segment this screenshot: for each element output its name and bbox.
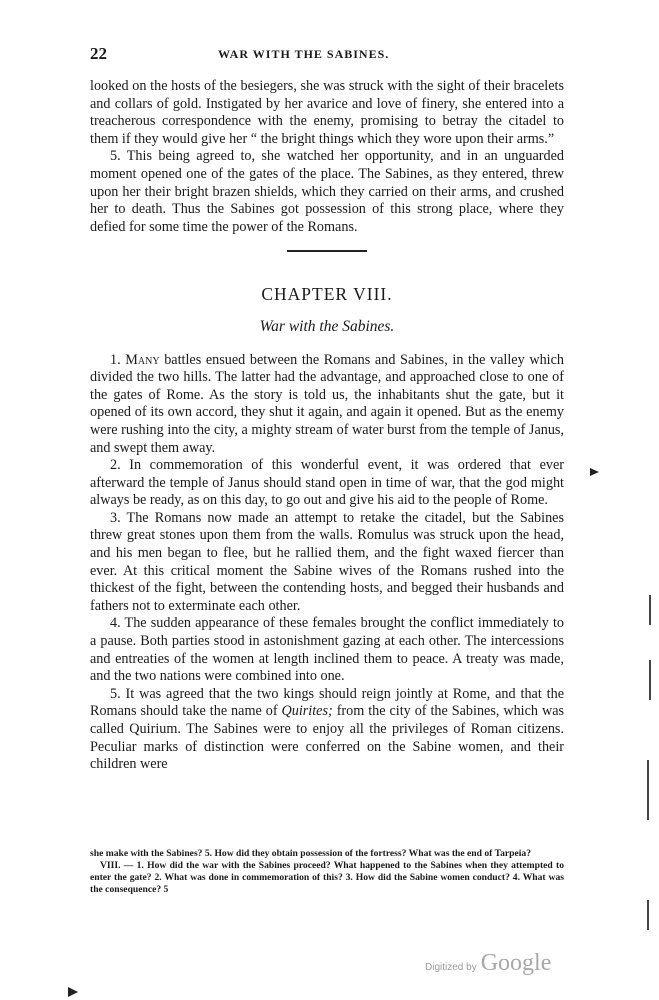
margin-arrow-icon bbox=[590, 468, 599, 476]
body-text bbox=[90, 78, 564, 774]
margin-mark bbox=[647, 760, 649, 820]
paragraph-1 bbox=[90, 352, 564, 458]
chapter-subtitle: War with the Sabines. bbox=[259, 317, 395, 335]
paragraph-3 bbox=[90, 510, 564, 616]
digitized-watermark bbox=[425, 950, 551, 977]
paragraph-5-tarpeia: 5. This being agreed to, she watched her opportunity, and in an unguarded moment opened one of the gates of the place. The Sabines, as they entered, threw upon her their bright brazen shields, which they carried on their arms, and crushed her to death. Thus the Sabines got possession of this strong place, where they defied for some time the power of the Romans. bbox=[90, 148, 564, 235]
paragraph-text-before: It was agreed that the two kings should reign jointly at Rome, and that the Romans should take the name of bbox=[90, 685, 564, 720]
google-logo: Google bbox=[480, 950, 552, 976]
footnote-question: she make with the Sabines? 5. How did they obtain possession of the fortress? What was the end of Tarpeia? bbox=[90, 848, 532, 859]
section-divider bbox=[287, 250, 367, 252]
corner-arrow-icon bbox=[68, 987, 78, 997]
page-header bbox=[90, 44, 564, 64]
paragraph-text: In commemoration of this wonderful event, it was ordered that ever afterward the temple of Janus should stand open in time of war, that the god might always be ready, as on this day, to go out and give his aid to the people of Rome. bbox=[90, 457, 564, 509]
watermark-prefix: Digitized by bbox=[425, 962, 477, 973]
paragraph-text: battles ensued between the Romans and Sabines, in the valley which divided the two hills. The latter had the advantage, and approached close to one of the gates of Rome. As the story is told us, the inhabitants shut the gate, but it opened of its own accord, they shut it again, and again it opened. But as the enemy were rushing into the city, a mighty stream of water burst from the temple of Janus, and swept them away. bbox=[90, 351, 565, 456]
footnote-question: VIII. — 1. How did the war with the Sabines proceed? What happened to the Sabines when they attempted to enter the gate? 2. What was done in commemoration of this? 3. How did the Sabine women conduct? 4. What was the consequence? 5 bbox=[90, 860, 564, 895]
paragraph-number: 5. bbox=[110, 685, 121, 702]
paragraph-2 bbox=[90, 457, 564, 510]
paragraph-4 bbox=[90, 615, 564, 685]
italic-term: Quirites; bbox=[281, 703, 333, 720]
continuation-paragraph: looked on the hosts of the besiegers, she was struck with the sight of their bracelets and collars of gold. Instigated by her avarice and love of finery, she entered into a treacherous correspondence with the enemy, promising to betray the citadel to them if they would give her “ the bright things which they wore upon their arms.” bbox=[90, 78, 564, 147]
margin-mark bbox=[647, 900, 649, 930]
paragraph-number: 1. bbox=[110, 351, 121, 368]
paragraph-text-after: from the city of the Sabines, which was called Quirium. The Sabines were to enjoy all the privileges of Roman citizens. Peculiar marks of distinction were conferred on the Sabine women, and their children were bbox=[90, 703, 565, 773]
page-number: 22 bbox=[90, 44, 107, 63]
chapter-title: CHAPTER VIII. bbox=[261, 284, 393, 305]
margin-mark bbox=[649, 595, 651, 625]
running-head: WAR WITH THE SABINES. bbox=[218, 47, 390, 61]
paragraph-text: The sudden appearance of these females brought the conflict immediately to a pause. Both parties stood in astonishment gazing at each other. The intercessions and entreaties of the women at length inclined them to peace. A treaty was made, and the two nations were combined into one. bbox=[90, 615, 564, 685]
paragraph-text: The Romans now made an attempt to retake the citadel, but the Sabines threw great stones upon them from the walls. Romulus was struck upon the head, and his men began to flee, but he rallied them, and the fight waxed fiercer than ever. At this critical moment the Sabine wives of the Romans rushed into the thickest of the fight, between the contending hosts, and begged their husbands and fathers not to exterminate each other. bbox=[90, 509, 564, 614]
paragraph-number: 2. bbox=[110, 457, 121, 474]
margin-mark bbox=[649, 660, 651, 700]
paragraph-number: 3. bbox=[110, 509, 121, 526]
paragraph-5 bbox=[90, 686, 564, 774]
footnotes bbox=[90, 848, 564, 896]
paragraph-number: 4. bbox=[110, 615, 121, 632]
lead-word: Many bbox=[125, 351, 160, 368]
